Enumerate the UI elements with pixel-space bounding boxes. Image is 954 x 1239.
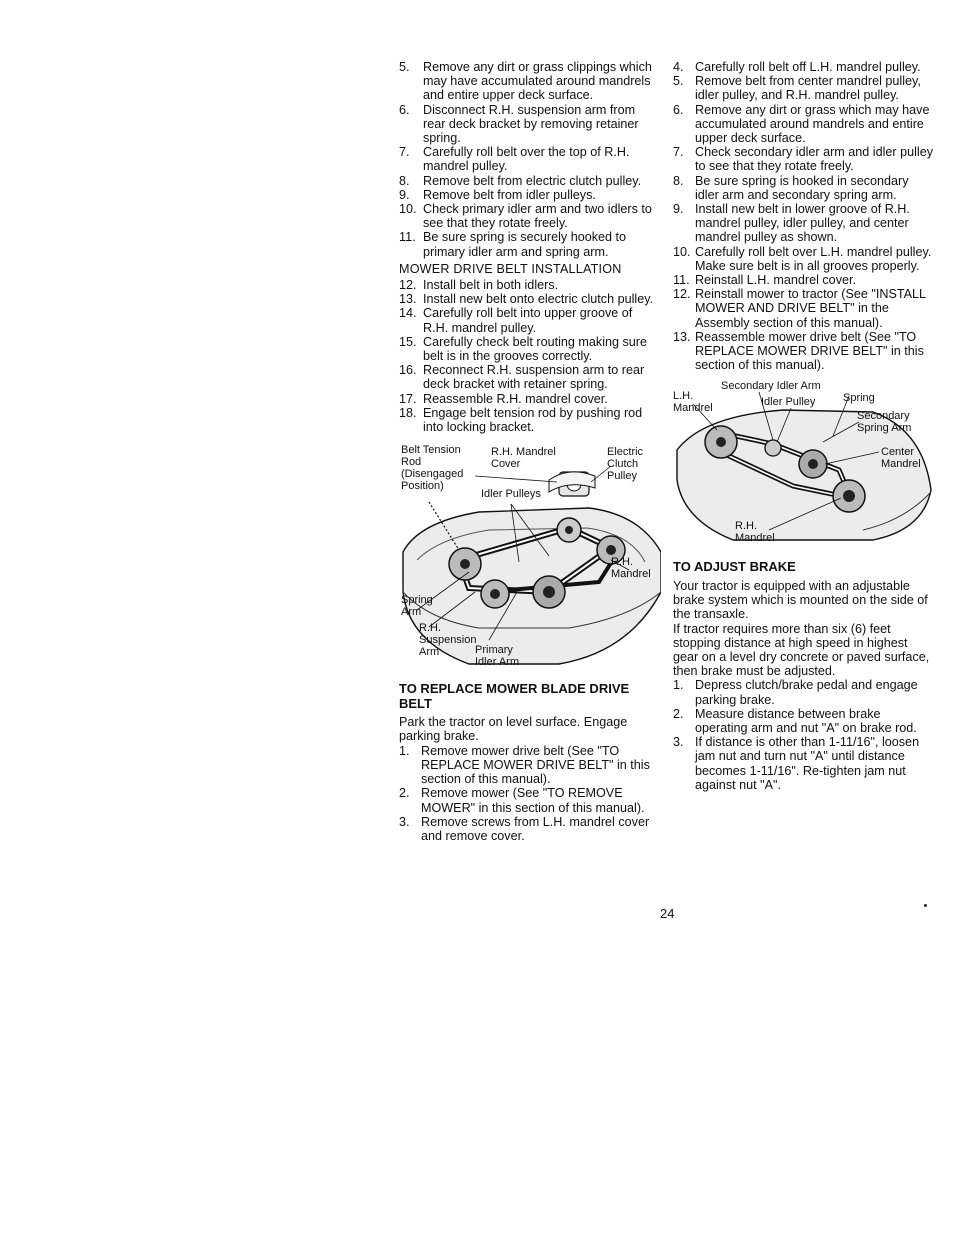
steps-removal-list bbox=[399, 60, 657, 259]
list-item: 17. Reassemble R.H. mandrel cover. bbox=[399, 391, 608, 406]
list-item: 13. Install new belt onto electric clutch pulley. bbox=[399, 292, 654, 307]
label-secondary-idler-arm: Secondary Idler Arm bbox=[721, 380, 821, 393]
list-item: 10. Carefully roll belt over L.H. mandrel pulley. Make sure belt is in all grooves properly. bbox=[673, 244, 932, 273]
label-rh-mandrel: R.H. Mandrel bbox=[735, 520, 775, 545]
list-item: 2. Remove mower (See "TO REMOVE MOWER" in this section of this manual). bbox=[399, 786, 645, 815]
list-item: 5. Remove any dirt or grass clippings which may have accumulated around mandrels and entire upper deck surface. bbox=[399, 60, 652, 103]
list-item: 9. Remove belt from idler pulleys. bbox=[399, 187, 596, 202]
list-item: 1. Remove mower drive belt (See "TO REPLACE MOWER DRIVE BELT" in this section of this manual). bbox=[399, 743, 650, 787]
page-number: 24 bbox=[660, 906, 675, 921]
list-item: 10. Check primary idler arm and two idlers to see that they rotate freely. bbox=[399, 202, 652, 231]
label-rh-mandrel-cover: R.H. Mandrel Cover bbox=[491, 446, 556, 471]
heading-replace-blade-belt: TO REPLACE MOWER BLADE DRIVE BELT bbox=[399, 681, 630, 711]
mower-deck-belt-diagram bbox=[399, 442, 661, 672]
list-item: 12. Reinstall mower to tractor (See "INSTALL MOWER AND DRIVE BELT" in the Assembly section of this manual). bbox=[673, 287, 926, 330]
blade-belt-diagram bbox=[673, 380, 935, 550]
list-item: 3. Remove screws from L.H. mandrel cover and remove cover. bbox=[399, 814, 650, 843]
list-item: 6. Disconnect R.H. suspension arm from rear deck bracket by removing retainer spring. bbox=[399, 102, 639, 146]
list-item: 1. Depress clutch/brake pedal and engage parking brake. bbox=[673, 678, 918, 707]
list-item: 7. Carefully roll belt over the top of R.H. mandrel pulley. bbox=[399, 145, 630, 174]
label-idler-pulley: Idler Pulley bbox=[761, 396, 816, 409]
heading-adjust-brake: TO ADJUST BRAKE bbox=[673, 559, 796, 575]
label-lh-mandrel: L.H. Mandrel bbox=[673, 390, 713, 415]
list-item: 12. Install belt in both idlers. bbox=[399, 278, 559, 293]
list-item: 3. If distance is other than 1-11/16", loosen jam nut and turn nut "A" until distance becomes 1-11/16". Re-tighten jam nut against nut "A". bbox=[673, 735, 920, 792]
list-item: 18. Engage belt tension rod by pushing rod into locking bracket. bbox=[399, 405, 643, 435]
label-idler-pulleys: Idler Pulleys bbox=[481, 488, 541, 501]
list-item: 15. Carefully check belt routing making sure belt is in the grooves correctly. bbox=[399, 334, 647, 364]
label-electric-clutch-pulley: Electric Clutch Pulley bbox=[607, 446, 644, 483]
subheading-installation: MOWER DRIVE BELT INSTALLATION bbox=[399, 261, 622, 276]
steps-installation-list bbox=[399, 278, 657, 434]
label-rh-suspension-arm: R.H. Suspension Arm bbox=[419, 622, 477, 659]
list-item: 5. Remove belt from center mandrel pulley, idler pulley, and R.H. mandrel pulley. bbox=[673, 74, 921, 103]
list-item: 8. Be sure spring is hooked in secondary idler arm and secondary spring arm. bbox=[673, 173, 909, 202]
label-spring: Spring bbox=[843, 392, 875, 405]
stray-mark bbox=[924, 904, 927, 907]
list-item: 6. Remove any dirt or grass which may have accumulated around mandrels and entire upper deck surface. bbox=[673, 102, 930, 146]
list-item: 8. Remove belt from electric clutch pulley. bbox=[399, 173, 642, 188]
label-primary-idler-arm: Primary Idler Arm bbox=[475, 644, 520, 669]
steps-blade-list bbox=[399, 744, 657, 843]
list-item: 7. Check secondary idler arm and idler pulley to see that they rotate freely. bbox=[673, 145, 933, 174]
list-item: 13. Reassemble mower drive belt (See "TO REPLACE MOWER DRIVE BELT" in this section of this manual). bbox=[673, 329, 924, 373]
list-item: 14. Carefully roll belt into upper groove of R.H. mandrel pulley. bbox=[399, 306, 633, 335]
brake-intro-2: If tractor requires more than six (6) feet stopping distance at high speed in highest gear on a level dry concrete or paved surface, then brake must be adjusted. bbox=[673, 621, 930, 679]
blade-intro-text: Park the tractor on level surface. Engage parking brake. bbox=[399, 715, 628, 744]
list-item: 11. Reinstall L.H. mandrel cover. bbox=[673, 273, 856, 288]
label-belt-tension-rod: Belt Tension Rod (Disengaged Position) bbox=[401, 444, 464, 493]
label-center-mandrel: Center Mandrel bbox=[881, 446, 921, 471]
label-spring-arm: Spring Arm bbox=[401, 594, 433, 619]
list-item: 2. Measure distance between brake operating arm and nut "A" on brake rod. bbox=[673, 706, 917, 735]
list-item: 16. Reconnect R.H. suspension arm to rear deck bracket with retainer spring. bbox=[399, 363, 645, 392]
label-secondary-spring-arm: Secondary Spring Arm bbox=[857, 410, 912, 435]
list-item: 4. Carefully roll belt off L.H. mandrel pulley. bbox=[673, 60, 921, 74]
steps-blade-continued-list bbox=[673, 60, 935, 372]
list-item: 11. Be sure spring is securely hooked to primary idler arm and spring arm. bbox=[399, 230, 627, 259]
left-column bbox=[399, 60, 657, 843]
steps-brake-list bbox=[673, 678, 935, 792]
brake-intro-1: Your tractor is equipped with an adjustable brake system which is mounted on the side of the transaxle. bbox=[673, 578, 928, 622]
right-column bbox=[673, 60, 935, 792]
list-item: 9. Install new belt in lower groove of R.H. mandrel pulley, idler pulley, and center mandrel pulley as shown. bbox=[673, 202, 910, 245]
label-rh-mandrel: R.H. Mandrel bbox=[611, 556, 651, 581]
